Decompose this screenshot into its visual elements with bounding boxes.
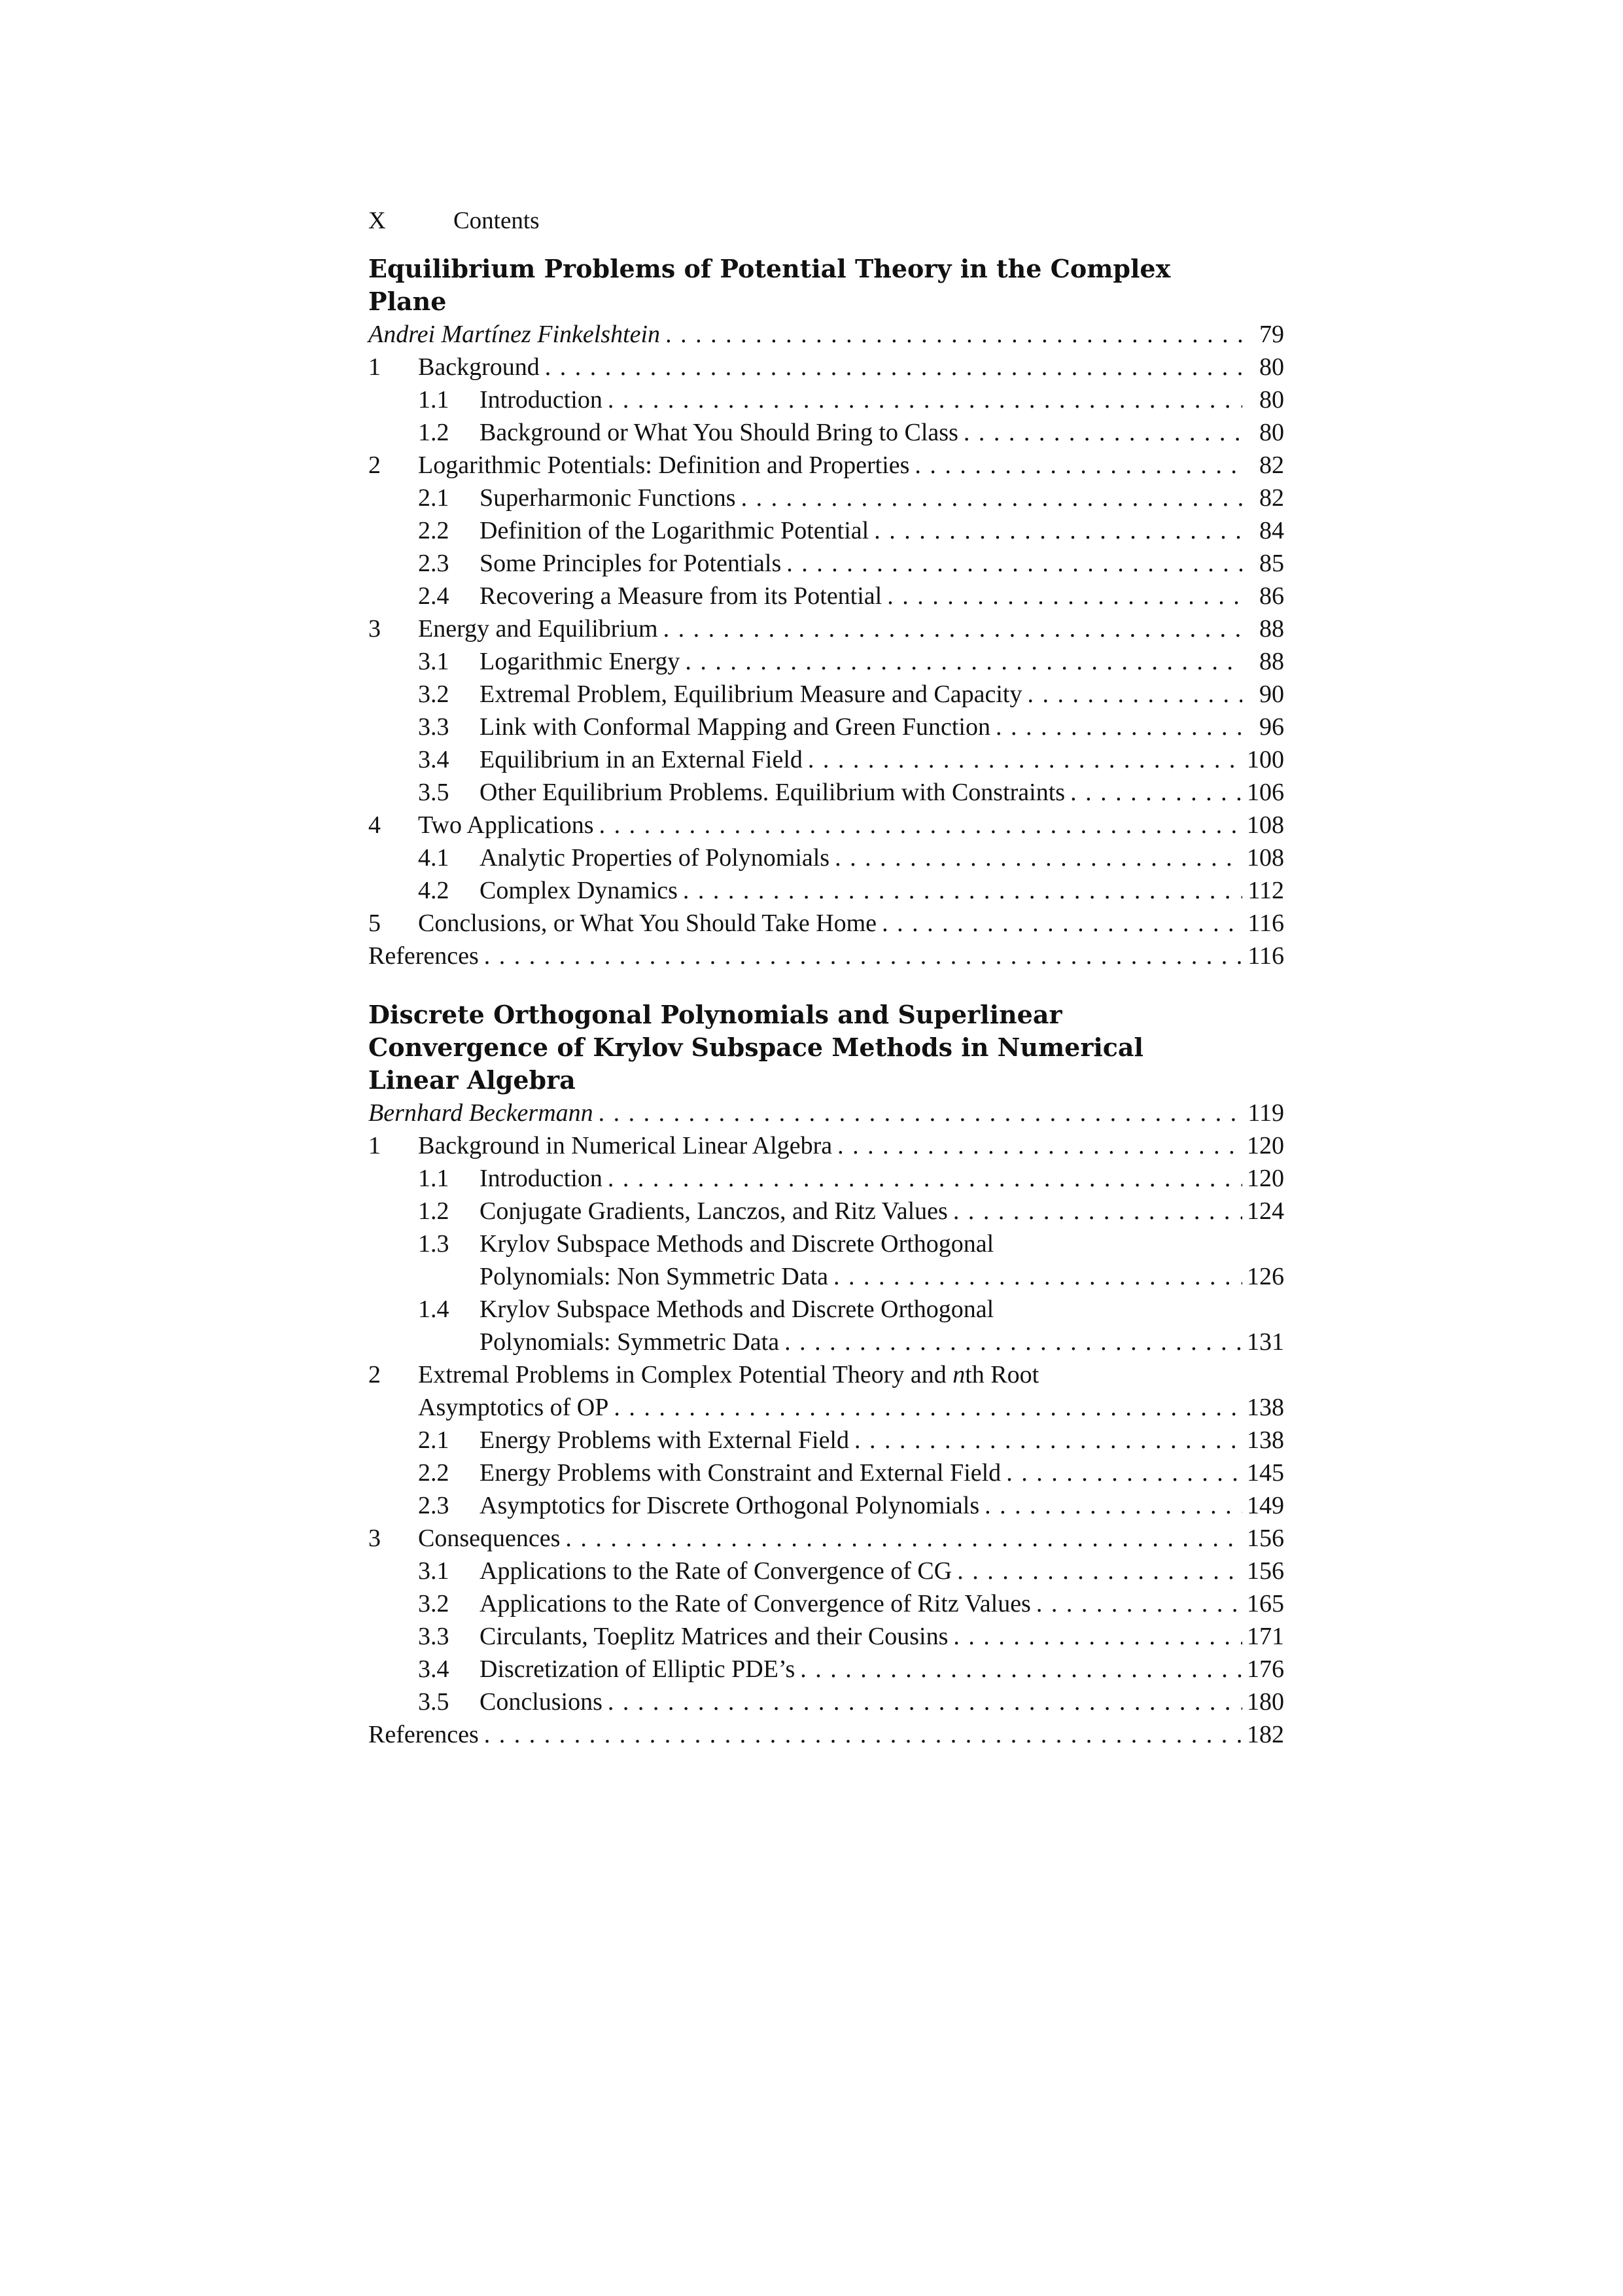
page-ref: 182 [1247,1721,1284,1748]
dot-leader [660,318,1242,351]
page-ref: 131 [1247,1328,1284,1356]
chapter-entry [368,998,1284,1751]
toc-subentry-first-line[interactable] [368,1293,1284,1326]
page-ref: 119 [1248,1099,1284,1127]
section-title: Energy Problems with External Field [480,1426,849,1454]
page-ref: 79 [1259,321,1284,348]
section-title: Logarithmic Energy [480,648,680,675]
toc-subentry[interactable] [368,514,1284,547]
page-ref: 120 [1247,1165,1284,1192]
toc-subentry[interactable] [368,841,1284,874]
section-number: 2.2 [418,517,449,544]
section-number: 1.2 [418,419,449,446]
dot-leader [602,1686,1242,1718]
dot-leader [795,1653,1242,1686]
toc-entry-continuation[interactable] [368,1391,1284,1424]
page-ref: 85 [1259,550,1284,577]
toc-entry[interactable] [368,612,1284,645]
page-ref: 80 [1259,353,1284,381]
page-ref: 80 [1259,419,1284,446]
references-entry[interactable] [368,1718,1284,1751]
page-ref: 126 [1247,1263,1284,1290]
page-ref: 82 [1259,451,1284,479]
toc-entry[interactable] [368,351,1284,383]
section-title: Asymptotics for Discrete Orthogonal Polynomials [480,1492,980,1519]
dot-leader [736,482,1242,514]
toc-subentry-first-line[interactable] [368,1227,1284,1260]
section-title-cont: Asymptotics of OP [418,1394,609,1421]
page-ref: 82 [1259,484,1284,512]
section-title: Two Applications [418,811,594,839]
toc-subentry[interactable] [368,874,1284,907]
section-title: Definition of the Logarithmic Potential [480,517,869,544]
section-title: Extremal Problem, Equilibrium Measure and Capacity [480,680,1022,708]
page-ref: 156 [1247,1525,1284,1552]
section-number: 2.3 [418,550,449,577]
page-ref: 96 [1259,713,1284,741]
toc-subentry[interactable] [368,1424,1284,1457]
dot-leader [882,580,1242,612]
section-number: 1.1 [418,1165,449,1192]
section-title: Logarithmic Potentials: Definition and Properties [418,451,910,479]
page-ref: 149 [1247,1492,1284,1519]
dot-leader [1031,1587,1242,1620]
toc-subentry[interactable] [368,1620,1284,1653]
math-variable: n [952,1361,966,1388]
section-number: 3.5 [418,779,449,806]
section-number: 1.3 [418,1230,449,1258]
dot-leader [832,1129,1242,1162]
dot-leader [829,841,1242,874]
page-ref: 112 [1248,877,1284,904]
toc-subentry[interactable] [368,678,1284,711]
dot-leader [990,711,1242,743]
dot-leader [540,351,1242,383]
toc-entry[interactable] [368,449,1284,482]
page-number: X [368,207,386,234]
section-number: 3.4 [418,746,449,773]
section-title-cont: Polynomials: Non Symmetric Data [480,1263,829,1290]
dot-leader [479,1718,1242,1751]
section-number: 2.1 [418,1426,449,1454]
dot-leader [680,645,1242,678]
running-head [368,204,1284,237]
section-number: 3.1 [418,1557,449,1585]
section-number: 2 [368,1361,381,1388]
section-title: Applications to the Rate of Convergence of CG [480,1557,952,1585]
section-title: Extremal Problems in Complex Potential Theory and nth Root [418,1361,1039,1388]
toc-subentry[interactable] [368,580,1284,612]
dot-leader [781,547,1242,580]
toc-subentry[interactable] [368,1489,1284,1522]
section-title: Background [418,353,540,381]
section-title: Other Equilibrium Problems. Equilibrium with Constraints [480,779,1066,806]
section-title: Some Principles for Potentials [480,550,782,577]
section-number: 3.3 [418,1623,449,1650]
page-ref: 80 [1259,386,1284,414]
toc-subentry[interactable] [368,416,1284,449]
dot-leader [779,1326,1242,1358]
dot-leader [869,514,1242,547]
toc-subentry[interactable] [368,645,1284,678]
chapter-author-row[interactable] [368,1097,1284,1129]
dot-leader [979,1489,1242,1522]
dot-leader [828,1260,1242,1293]
section-title: Background or What You Should Bring to Class [480,419,958,446]
dot-leader [594,809,1242,841]
dot-leader [1022,678,1242,711]
dot-leader [608,1391,1242,1424]
section-number: 4.1 [418,844,449,872]
chapter-author-row[interactable] [368,318,1284,351]
page-ref: 138 [1247,1426,1284,1454]
dot-leader [1065,776,1242,809]
section-title: Krylov Subspace Methods and Discrete Orthogonal [480,1230,994,1258]
section-number: 1.2 [418,1197,449,1225]
toc-entry[interactable] [368,1522,1284,1555]
page-ref: 120 [1247,1132,1284,1159]
toc-subentry[interactable] [368,776,1284,809]
toc-subentry[interactable] [368,547,1284,580]
section-title: Equilibrium in an External Field [480,746,803,773]
toc-subentry[interactable] [368,743,1284,776]
running-head-title: Contents [453,207,540,234]
page-ref: 138 [1247,1394,1284,1421]
section-title: Introduction [480,1165,602,1192]
page-ref: 84 [1259,517,1284,544]
toc-entry-first-line[interactable] [368,1358,1284,1391]
toc-subentry[interactable] [368,1555,1284,1587]
dot-leader [803,743,1242,776]
toc-subentry[interactable] [368,1195,1284,1227]
toc-subentry[interactable] [368,711,1284,743]
section-title-cont: Polynomials: Symmetric Data [480,1328,780,1356]
page-ref: 180 [1247,1688,1284,1716]
references-label: References [368,1721,479,1748]
chapter-title: Discrete Orthogonal Polynomials and Superlinear Convergence of Krylov Subspace Methods in Numerical Linear Algebra [368,1000,1143,1095]
toc-subentry[interactable] [368,1587,1284,1620]
dot-leader [602,1162,1242,1195]
references-entry[interactable] [368,940,1284,972]
page-ref: 86 [1259,582,1284,610]
dot-leader [909,449,1242,482]
page-ref: 145 [1247,1459,1284,1487]
chapter-title: Equilibrium Problems of Potential Theory in the Complex Plane [368,254,1171,316]
toc-entry[interactable] [368,1129,1284,1162]
dot-leader [1001,1457,1242,1489]
toc-entry[interactable] [368,907,1284,940]
page-ref: 106 [1247,779,1284,806]
section-title: Background in Numerical Linear Algebra [418,1132,833,1159]
section-number: 4.2 [418,877,449,904]
toc-subentry[interactable] [368,1457,1284,1489]
section-number: 1 [368,1132,381,1159]
page-ref: 116 [1248,942,1284,970]
dot-leader [952,1555,1242,1587]
page-ref: 156 [1247,1557,1284,1585]
section-title: Conjugate Gradients, Lanczos, and Ritz Values [480,1197,948,1225]
page-ref: 171 [1247,1623,1284,1650]
section-number: 3 [368,615,381,643]
page-ref: 90 [1259,680,1284,708]
page-ref: 124 [1247,1197,1284,1225]
section-number: 4 [368,811,381,839]
page-ref: 108 [1247,811,1284,839]
page-ref: 176 [1247,1655,1284,1683]
section-number: 3.1 [418,648,449,675]
section-title: Analytic Properties of Polynomials [480,844,830,872]
section-number: 3.2 [418,680,449,708]
toc-subentry-continuation[interactable] [368,1326,1284,1358]
dot-leader [479,940,1242,972]
references-label: References [368,942,479,970]
section-title: Energy Problems with Constraint and External Field [480,1459,1002,1487]
section-number: 3.2 [418,1590,449,1617]
section-number: 2.3 [418,1492,449,1519]
section-number: 3.4 [418,1655,449,1683]
section-number: 2.2 [418,1459,449,1487]
section-title: Discretization of Elliptic PDE’s [480,1655,795,1683]
chapter-entry [368,253,1284,972]
section-number: 3 [368,1525,381,1552]
section-title: Complex Dynamics [480,877,678,904]
section-title: Consequences [418,1525,561,1552]
section-title: Superharmonic Functions [480,484,736,512]
toc-subentry-continuation[interactable] [368,1260,1284,1293]
dot-leader [678,874,1242,907]
section-number: 5 [368,910,381,937]
page-ref: 108 [1247,844,1284,872]
section-number: 1 [368,353,381,381]
author-name: Bernhard Beckermann [368,1099,593,1127]
toc-subentry[interactable] [368,383,1284,416]
dot-leader [658,612,1242,645]
section-title: Recovering a Measure from its Potential [480,582,882,610]
toc-subentry[interactable] [368,1653,1284,1686]
page-ref: 116 [1248,910,1284,937]
dot-leader [877,907,1242,940]
section-number: 1.4 [418,1296,449,1323]
toc-subentry[interactable] [368,1686,1284,1718]
toc-subentry[interactable] [368,1162,1284,1195]
toc-entry[interactable] [368,809,1284,841]
dot-leader [948,1195,1242,1227]
dot-leader [948,1620,1242,1653]
dot-leader [958,416,1242,449]
section-number: 3.5 [418,1688,449,1716]
section-title: Introduction [480,386,602,414]
section-number: 2.4 [418,582,449,610]
page-ref: 88 [1259,648,1284,675]
section-title: Energy and Equilibrium [418,615,658,643]
toc-subentry[interactable] [368,482,1284,514]
contents-page [368,204,1284,1751]
section-title: Link with Conformal Mapping and Green Function [480,713,990,741]
page-ref: 100 [1247,746,1284,773]
dot-leader [560,1522,1242,1555]
page-ref: 88 [1259,615,1284,643]
dot-leader [593,1097,1242,1129]
author-name: Andrei Martínez Finkelshtein [368,321,661,348]
section-number: 2.1 [418,484,449,512]
section-title: Krylov Subspace Methods and Discrete Orthogonal [480,1296,994,1323]
section-title: Circulants, Toeplitz Matrices and their Cousins [480,1623,949,1650]
dot-leader [602,383,1242,416]
section-number: 2 [368,451,381,479]
dot-leader [849,1424,1242,1457]
section-number: 1.1 [418,386,449,414]
section-title: Conclusions [480,1688,602,1716]
section-number: 3.3 [418,713,449,741]
page-ref: 165 [1247,1590,1284,1617]
section-title: Conclusions, or What You Should Take Home [418,910,877,937]
section-title: Applications to the Rate of Convergence of Ritz Values [480,1590,1031,1617]
